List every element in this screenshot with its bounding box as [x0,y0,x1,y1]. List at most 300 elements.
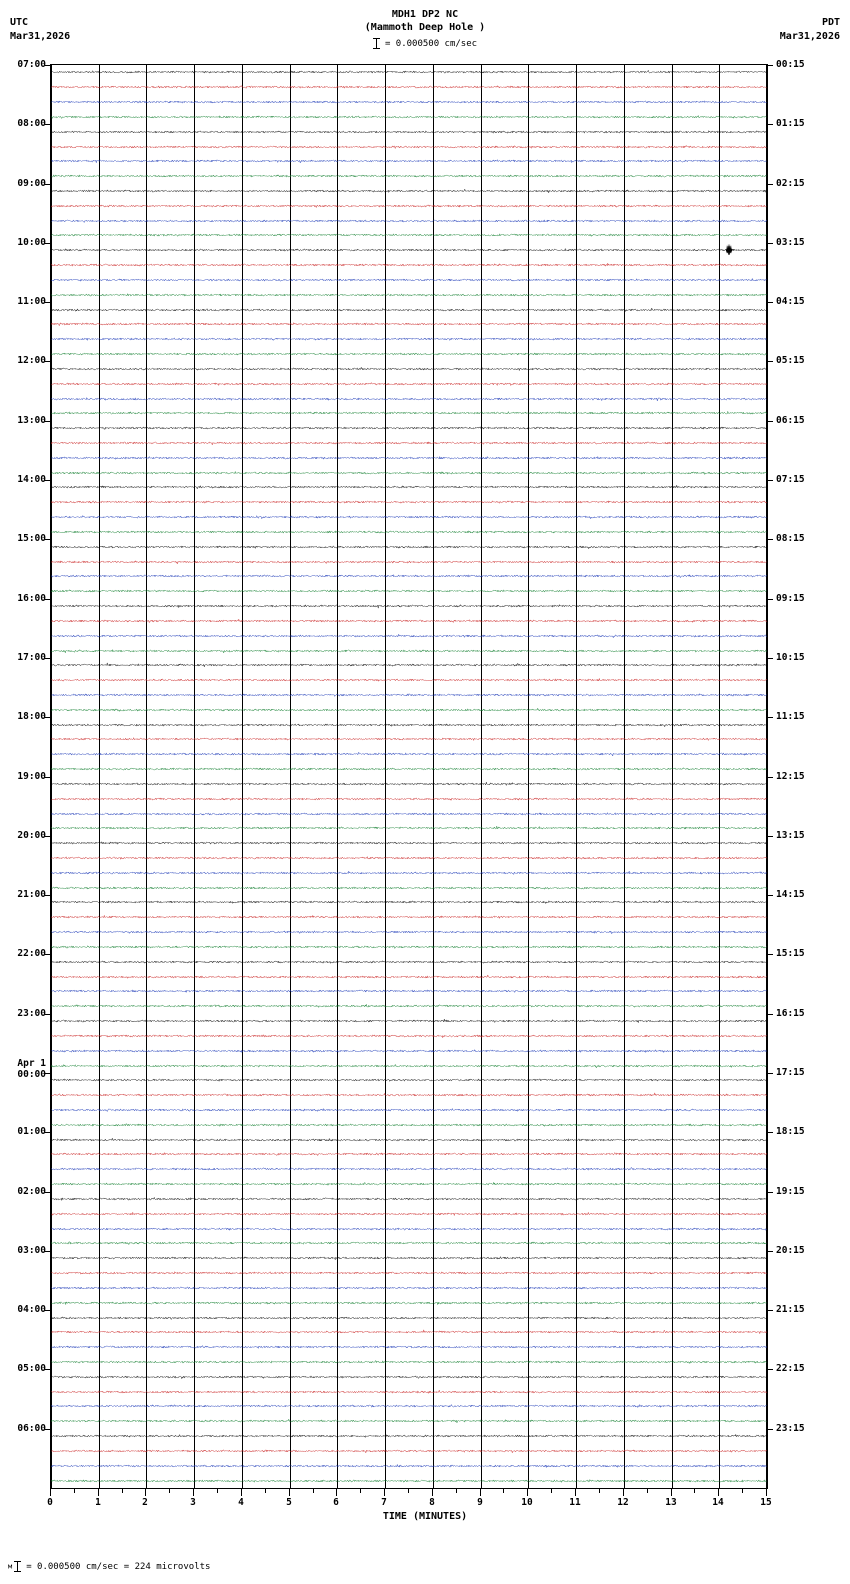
trace-canvas [51,777,767,791]
trace-line [51,1474,767,1488]
hour-tick-right [767,1251,773,1252]
trace-line [51,1251,767,1265]
hour-label-pdt: 06:15 [776,414,805,426]
hour-label-utc: 21:00 [17,889,46,901]
trace-canvas [51,970,767,984]
trace-canvas [51,807,767,821]
trace-canvas [51,1118,767,1132]
hour-tick-right [767,777,773,778]
trace-line [51,1162,767,1176]
trace-canvas [51,377,767,391]
trace-line [51,243,767,257]
trace-canvas [51,644,767,658]
trace-canvas [51,718,767,732]
trace-canvas [51,184,767,198]
hour-label-utc: 02:00 [17,1185,46,1197]
trace-line [51,1311,767,1325]
hour-label-pdt: 08:15 [776,533,805,545]
x-tick-minor [647,1489,648,1493]
trace-canvas [51,199,767,213]
trace-line [51,925,767,939]
hour-label-pdt: 04:15 [776,296,805,308]
x-tick-minor [599,1489,600,1493]
hour-label-pdt: 19:15 [776,1185,805,1197]
x-axis-title: TIME (MINUTES) [382,1511,468,1522]
trace-canvas [51,1222,767,1236]
hour-label-pdt: 11:15 [776,711,805,723]
hour-tick-right [767,1310,773,1311]
trace-line [51,1207,767,1221]
hour-label-utc: 05:00 [17,1363,46,1375]
hour-label-utc: 11:00 [17,296,46,308]
hour-label-pdt: 01:15 [776,118,805,130]
trace-line [51,629,767,643]
station-code-label: MDH1 DP2 NC [391,9,459,20]
trace-line [51,95,767,109]
trace-line [51,495,767,509]
x-tick-major [575,1489,576,1496]
hour-tick-right [767,124,773,125]
trace-line [51,688,767,702]
trace-line [51,466,767,480]
hour-label-utc: 04:00 [17,1304,46,1316]
x-tick-minor [551,1489,552,1493]
trace-canvas [51,1029,767,1043]
trace-line [51,1014,767,1028]
hour-tick-right [767,1369,773,1370]
trace-canvas [51,1311,767,1325]
trace-canvas [51,140,767,154]
trace-canvas [51,480,767,494]
trace-canvas [51,243,767,257]
x-tick-minor [360,1489,361,1493]
trace-line [51,540,767,554]
trace-line [51,718,767,732]
trace-line [51,228,767,242]
trace-line [51,1429,767,1443]
trace-line [51,65,767,79]
trace-canvas [51,1266,767,1280]
trace-canvas [51,629,767,643]
x-tick-label: 1 [95,1497,101,1508]
trace-line [51,436,767,450]
hour-label-pdt: 07:15 [776,474,805,486]
hour-label-pdt: 23:15 [776,1422,805,1434]
trace-line [51,332,767,346]
hour-label-pdt: 22:15 [776,1363,805,1375]
trace-line [51,80,767,94]
trace-canvas [51,436,767,450]
trace-line [51,836,767,850]
hour-tick-right [767,895,773,896]
hour-label-utc: 15:00 [17,533,46,545]
trace-line [51,732,767,746]
trace-line [51,317,767,331]
x-tick-major [718,1489,719,1496]
trace-line [51,1044,767,1058]
trace-line [51,762,767,776]
trace-line [51,125,767,139]
trace-canvas [51,1073,767,1087]
trace-line [51,955,767,969]
trace-line [51,1296,767,1310]
x-tick-major [336,1489,337,1496]
trace-line [51,347,767,361]
hour-label-pdt: 15:15 [776,948,805,960]
trace-canvas [51,836,767,850]
x-tick-label: 4 [238,1497,244,1508]
hour-label-pdt: 05:15 [776,355,805,367]
x-tick-minor [456,1489,457,1493]
trace-line [51,303,767,317]
hour-label-pdt: 20:15 [776,1244,805,1256]
hour-tick-right [767,658,773,659]
x-tick-major [480,1489,481,1496]
trace-line [51,1266,767,1280]
trace-canvas [51,214,767,228]
trace-line [51,1459,767,1473]
trace-line [51,1236,767,1250]
trace-line [51,599,767,613]
hour-label-utc: 10:00 [17,236,46,248]
trace-line [51,895,767,909]
x-tick-minor [694,1489,695,1493]
trace-line [51,406,767,420]
trace-canvas [51,510,767,524]
trace-canvas [51,584,767,598]
hour-tick-right [767,1073,773,1074]
x-tick-major [432,1489,433,1496]
trace-line [51,1444,767,1458]
trace-line [51,184,767,198]
x-tick-label: 7 [381,1497,387,1508]
hour-tick-right [767,421,773,422]
hour-label-utc: 23:00 [17,1007,46,1019]
x-tick-label: 11 [569,1497,581,1508]
trace-canvas [51,1044,767,1058]
trace-line [51,866,767,880]
hour-label-utc: 18:00 [17,711,46,723]
x-tick-label: 15 [760,1497,772,1508]
hour-label-utc: 12:00 [17,355,46,367]
trace-line [51,569,767,583]
trace-canvas [51,895,767,909]
hour-label-utc: 22:00 [17,948,46,960]
trace-canvas [51,984,767,998]
trace-canvas [51,703,767,717]
trace-line [51,362,767,376]
trace-canvas [51,1325,767,1339]
trace-line [51,377,767,391]
trace-line [51,984,767,998]
trace-canvas [51,792,767,806]
trace-canvas [51,110,767,124]
trace-canvas [51,347,767,361]
trace-canvas [51,65,767,79]
hour-label-pdt: 03:15 [776,236,805,248]
trace-line [51,1399,767,1413]
trace-canvas [51,1207,767,1221]
x-tick-label: 0 [47,1497,53,1508]
x-axis [47,1489,772,1529]
trace-canvas [51,1162,767,1176]
trace-line [51,480,767,494]
hour-label-pdt: 00:15 [776,59,805,70]
x-tick-minor [169,1489,170,1493]
x-tick-major [623,1489,624,1496]
trace-canvas [51,1236,767,1250]
trace-canvas [51,1014,767,1028]
hour-label-utc: 06:00 [17,1422,46,1434]
trace-line [51,421,767,435]
trace-line [51,821,767,835]
x-tick-label: 5 [286,1497,292,1508]
hour-label-pdt: 10:15 [776,651,805,663]
utc-date-label: Mar31,2026 [10,31,71,42]
trace-line [51,110,767,124]
footer-scale-note [8,1561,210,1572]
trace-canvas [51,1385,767,1399]
hour-label-utc: 14:00 [17,474,46,486]
hour-label-utc: 09:00 [17,177,46,189]
scale-bar-icon [373,38,380,49]
trace-line [51,1103,767,1117]
trace-canvas [51,955,767,969]
trace-line [51,910,767,924]
hour-tick-right [767,599,773,600]
trace-canvas [51,1059,767,1073]
trace-canvas [51,555,767,569]
trace-canvas [51,125,767,139]
hour-tick-right [767,1429,773,1430]
trace-line [51,1355,767,1369]
trace-canvas [51,1133,767,1147]
x-tick-minor [217,1489,218,1493]
trace-canvas [51,925,767,939]
trace-line [51,258,767,272]
trace-canvas [51,1399,767,1413]
trace-canvas [51,392,767,406]
trace-canvas [51,1192,767,1206]
trace-canvas [51,362,767,376]
x-tick-label: 12 [617,1497,629,1508]
trace-canvas [51,910,767,924]
trace-line [51,851,767,865]
x-tick-minor [313,1489,314,1493]
trace-canvas [51,1177,767,1191]
trace-canvas [51,258,767,272]
trace-line [51,1281,767,1295]
hour-tick-right [767,361,773,362]
trace-canvas [51,169,767,183]
trace-canvas [51,1103,767,1117]
trace-line [51,525,767,539]
trace-canvas [51,540,767,554]
hour-tick-right [767,836,773,837]
trace-line [51,1414,767,1428]
trace-canvas [51,406,767,420]
trace-canvas [51,1355,767,1369]
hour-label-utc: 03:00 [17,1244,46,1256]
trace-canvas [51,1444,767,1458]
trace-line [51,940,767,954]
hour-tick-right [767,184,773,185]
trace-canvas [51,1296,767,1310]
trace-line [51,792,767,806]
footer-prefix: м [8,1562,13,1571]
hour-tick-right [767,480,773,481]
x-tick-minor [74,1489,75,1493]
hour-label-utc: Apr 1 00:00 [17,1057,46,1080]
trace-canvas [51,999,767,1013]
trace-line [51,777,767,791]
trace-line [51,555,767,569]
trace-canvas [51,1414,767,1428]
hour-label-pdt: 16:15 [776,1007,805,1019]
trace-canvas [51,821,767,835]
x-tick-label: 6 [333,1497,339,1508]
trace-line [51,154,767,168]
hour-tick-right [767,717,773,718]
hour-label-utc: 20:00 [17,829,46,841]
trace-line [51,288,767,302]
x-tick-label: 14 [712,1497,724,1508]
trace-line [51,169,767,183]
timezone-pdt-label: PDT [821,17,840,28]
x-tick-minor [408,1489,409,1493]
scale-value-label: = 0.000500 cm/sec [384,39,478,49]
trace-line [51,1059,767,1073]
trace-line [51,392,767,406]
x-tick-major [98,1489,99,1496]
x-tick-major [145,1489,146,1496]
trace-canvas [51,1474,767,1488]
trace-canvas [51,1251,767,1265]
x-tick-minor [265,1489,266,1493]
x-tick-major [384,1489,385,1496]
hour-label-pdt: 02:15 [776,177,805,189]
trace-line [51,999,767,1013]
trace-line [51,747,767,761]
trace-line [51,807,767,821]
hour-label-pdt: 09:15 [776,592,805,604]
trace-canvas [51,940,767,954]
trace-canvas [51,80,767,94]
trace-line [51,644,767,658]
hour-tick-right [767,1014,773,1015]
trace-line [51,1147,767,1161]
trace-line [51,1385,767,1399]
trace-canvas [51,614,767,628]
trace-line [51,614,767,628]
hour-tick-right [767,65,773,66]
trace-line [51,703,767,717]
trace-canvas [51,1088,767,1102]
trace-line [51,451,767,465]
x-tick-label: 8 [429,1497,435,1508]
trace-canvas [51,1429,767,1443]
footer-scale-bar-icon [14,1561,21,1572]
hour-label-pdt: 12:15 [776,770,805,782]
trace-canvas [51,569,767,583]
trace-line [51,273,767,287]
x-tick-major [50,1489,51,1496]
trace-canvas [51,673,767,687]
trace-line [51,1340,767,1354]
x-tick-label: 10 [521,1497,533,1508]
hour-tick-right [767,243,773,244]
trace-line [51,1118,767,1132]
trace-canvas [51,762,767,776]
x-tick-minor [122,1489,123,1493]
trace-canvas [51,154,767,168]
trace-canvas [51,466,767,480]
trace-canvas [51,866,767,880]
timezone-utc-label: UTC [10,17,29,28]
trace-line [51,214,767,228]
trace-canvas [51,1147,767,1161]
trace-canvas [51,747,767,761]
trace-canvas [51,95,767,109]
trace-line [51,1088,767,1102]
trace-canvas [51,273,767,287]
hour-tick-right [767,302,773,303]
trace-line [51,1192,767,1206]
x-tick-major [527,1489,528,1496]
footer-scale-text: = 0.000500 cm/sec = 224 microvolts [26,1562,211,1572]
trace-canvas [51,451,767,465]
x-tick-major [766,1489,767,1496]
trace-canvas [51,495,767,509]
hour-tick-right [767,539,773,540]
x-tick-major [193,1489,194,1496]
pdt-date-label: Mar31,2026 [779,31,840,42]
scale-reference [0,38,850,49]
trace-line [51,584,767,598]
x-tick-major [671,1489,672,1496]
hour-label-pdt: 13:15 [776,829,805,841]
helicorder-plot [50,64,768,1489]
trace-canvas [51,421,767,435]
trace-canvas [51,332,767,346]
trace-line [51,673,767,687]
hour-label-utc: 13:00 [17,414,46,426]
trace-line [51,1073,767,1087]
x-tick-major [289,1489,290,1496]
hour-label-pdt: 21:15 [776,1304,805,1316]
trace-canvas [51,599,767,613]
trace-canvas [51,688,767,702]
trace-canvas [51,1370,767,1384]
trace-canvas [51,658,767,672]
station-name-label: (Mammoth Deep Hole ) [364,22,486,33]
hour-label-pdt: 17:15 [776,1066,805,1078]
trace-line [51,658,767,672]
trace-line [51,1133,767,1147]
trace-canvas [51,303,767,317]
trace-canvas [51,1459,767,1473]
hour-label-utc: 19:00 [17,770,46,782]
trace-line [51,510,767,524]
hour-tick-right [767,954,773,955]
x-tick-minor [742,1489,743,1493]
trace-canvas [51,317,767,331]
trace-line [51,881,767,895]
hour-label-pdt: 18:15 [776,1126,805,1138]
trace-line [51,199,767,213]
x-tick-label: 3 [190,1497,196,1508]
hour-label-utc: 16:00 [17,592,46,604]
